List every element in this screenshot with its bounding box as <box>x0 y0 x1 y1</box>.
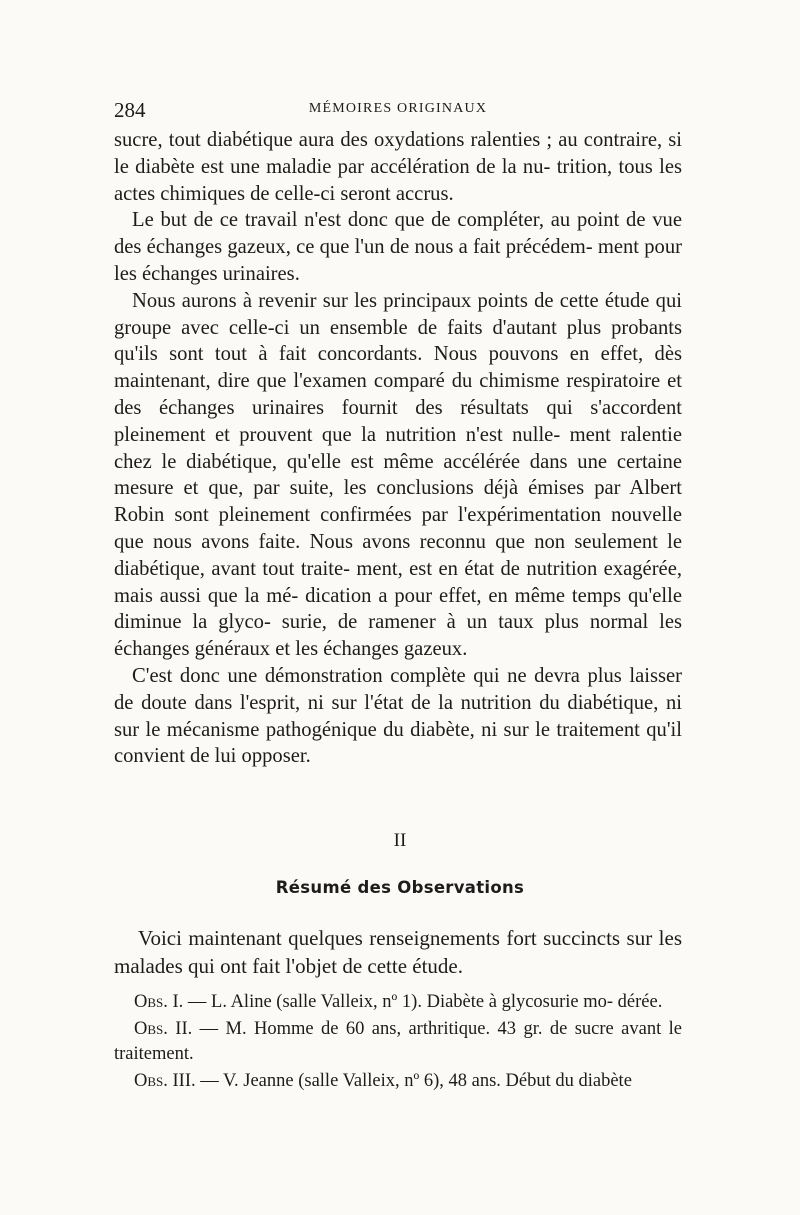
paragraph-purpose: Le but de ce travail n'est donc que de compléter, au point de vue des échanges gazeux, ce que l'un de nous a fait précédem- ment pour les échanges urinaires. <box>114 209 682 285</box>
paragraph-continuation: sucre, tout diabétique aura des oxydations ralenties ; au contraire, si le diabète est une maladie par accélération de la nu- trition, tous les actes chimiques de celle-ci seront accrus. <box>114 129 682 205</box>
section-title: Résumé des Observations <box>275 878 525 897</box>
page-number: 284 <box>114 98 146 122</box>
observations-list <box>114 990 682 1096</box>
observation-text: — M. Homme de 60 ans, arthritique. 43 gr. de sucre avant le traitement. <box>114 1019 682 1064</box>
observation-item <box>114 990 682 1015</box>
paragraph-conclusion: C'est donc une démonstration complète qui ne devra plus laisser de doute dans l'esprit, ni sur l'état de la nutrition du diabétique, ni sur le mécanisme pathogénique du diabète, ni sur le traitement qu'il convient de lui opposer. <box>114 664 682 768</box>
observation-text: — L. Aline (salle Valleix, nº 1). Diabète à glycosurie mo- dérée. <box>183 992 663 1012</box>
observation-text: — V. Jeanne (salle Valleix, nº 6), 48 ans. Début du diabète <box>195 1071 632 1091</box>
observation-label: Obs. I. <box>134 992 184 1012</box>
paragraph-findings: Nous aurons à revenir sur les principaux points de cette étude qui groupe avec celle-ci un ensemble de faits d'autant plus probants qu'ils sont tout à fait concordants. Nous pouvons en effet, dès maintenant, dire que l'examen comparé du chimisme respiratoire et des échanges urinaires fournit des résultats qui s'accordent pleinement et prouvent que la nutrition n'est nulle- ment ralentie chez le diabétique, qu'elle est même accélérée dans une certaine mesure et que, par suite, les conclusions déjà émises par Albert Robin sont pleinement confirmées par l'expérimentation nouvelle que nous avons faite. Nous avons reconnu que non seulement le diabétique, avant tout traite- ment, est en état de nutrition exagérée, mais aussi que la mé- dication a pour effet, en même temps qu'elle diminue la glyco- surie, de ramener à un taux plus normal les échanges généraux et les échanges gazeux. <box>114 289 682 661</box>
observation-item <box>114 1069 682 1094</box>
observation-label: Obs. III. <box>134 1071 196 1091</box>
body-text <box>114 127 682 770</box>
running-head <box>114 98 682 122</box>
observation-item <box>114 1017 682 1067</box>
section-number: II <box>393 830 407 851</box>
section-intro: Voici maintenant quelques renseignements fort succincts sur les malades qui ont fait l'objet de cette étude. <box>114 926 682 978</box>
running-title: MÉMOIRES ORIGINAUX <box>308 101 488 116</box>
observation-label: Obs. II. <box>134 1019 193 1039</box>
